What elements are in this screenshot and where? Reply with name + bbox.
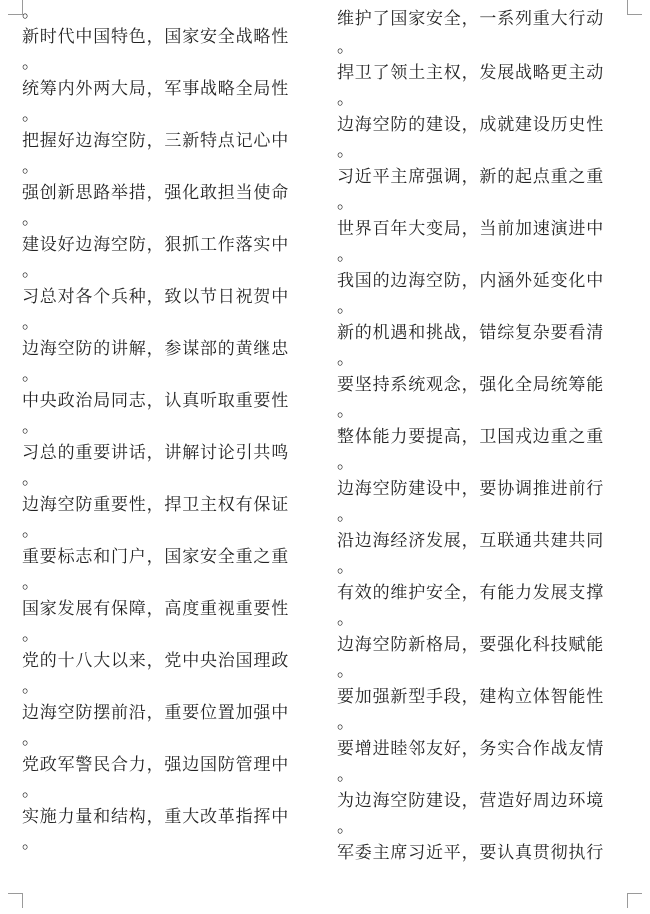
text-line: 。 xyxy=(337,505,355,525)
text-line: 为边海空防建设，营造好周边环境 xyxy=(337,791,604,811)
text-line: 。 xyxy=(22,313,40,333)
text-line: 强创新思路举措，强化敢担当使命 xyxy=(22,183,289,203)
text-line: 。 xyxy=(337,349,355,369)
text-line: 捍卫了领土主权，发展战略更主动 xyxy=(337,63,604,83)
text-line: 建设好边海空防，狠抓工作落实中 xyxy=(22,235,289,255)
text-line: 。 xyxy=(337,817,355,837)
text-line: 。 xyxy=(22,573,40,593)
text-line: 中央政治局同志，认真听取重要性 xyxy=(22,391,289,411)
text-line: 。 xyxy=(22,261,40,281)
text-line: 把握好边海空防，三新特点记心中 xyxy=(22,131,289,151)
text-line: 。 xyxy=(337,245,355,265)
text-line: 习近平主席强调，新的起点重之重 xyxy=(337,167,604,187)
left-text-column xyxy=(22,0,332,882)
text-line: 边海空防的建设，成就建设历史性 xyxy=(337,115,604,135)
crop-mark-top-left xyxy=(8,0,23,15)
text-line: 习总的重要讲话，讲解讨论引共鸣 xyxy=(22,443,289,463)
text-line: 党政军警民合力，强边国防管理中 xyxy=(22,755,289,775)
text-line: 。 xyxy=(22,625,40,645)
text-line: 。 xyxy=(337,557,355,577)
text-line: 。 xyxy=(337,401,355,421)
text-line: 。 xyxy=(22,677,40,697)
text-line: 新的机遇和挑战，错综复杂要看清 xyxy=(337,323,604,343)
text-line: 军委主席习近平，要认真贯彻执行 xyxy=(337,843,604,863)
text-line: 。 xyxy=(337,661,355,681)
crop-mark-bottom-right xyxy=(627,893,642,908)
text-line: 。 xyxy=(22,157,40,177)
text-line: 。 xyxy=(22,417,40,437)
text-line: 整体能力要提高，卫国戎边重之重 xyxy=(337,427,604,447)
text-line: 。 xyxy=(337,609,355,629)
text-line: 统筹内外两大局，军事战略全局性 xyxy=(22,79,289,99)
text-line: 边海空防的讲解，参谋部的黄继忠 xyxy=(22,339,289,359)
text-line: 。 xyxy=(22,729,40,749)
text-line: 。 xyxy=(22,53,40,73)
text-line: 。 xyxy=(337,141,355,161)
text-line: 我国的边海空防，内涵外延变化中 xyxy=(337,271,604,291)
text-line: 要加强新型手段，建构立体智能性 xyxy=(337,687,604,707)
text-line: 。 xyxy=(22,105,40,125)
crop-mark-bottom-left xyxy=(8,893,23,908)
text-line: 新时代中国特色，国家安全战略性 xyxy=(22,27,289,47)
text-line: 。 xyxy=(22,365,40,385)
text-line: 。 xyxy=(22,521,40,541)
text-line: 。 xyxy=(337,297,355,317)
text-line: 。 xyxy=(337,89,355,109)
text-line: 。 xyxy=(337,713,355,733)
text-line: 国家发展有保障，高度重视重要性 xyxy=(22,599,289,619)
text-line: 有效的维护安全，有能力发展支撑 xyxy=(337,583,604,603)
text-line: 实施力量和结构，重大改革指挥中 xyxy=(22,807,289,827)
text-line: 世界百年大变局，当前加速演进中 xyxy=(337,219,604,239)
right-text-column xyxy=(337,0,647,866)
text-line: 沿边海经济发展，互联通共建共同 xyxy=(337,531,604,551)
text-line: 。 xyxy=(22,833,40,853)
text-line: 要增进睦邻友好，务实合作战友情 xyxy=(337,739,604,759)
text-line: 党的十八大以来，党中央治国理政 xyxy=(22,651,289,671)
text-line: 。 xyxy=(22,2,40,22)
text-line: 。 xyxy=(22,209,40,229)
text-line: 边海空防摆前沿，重要位置加强中 xyxy=(22,703,289,723)
text-line: 。 xyxy=(337,37,355,57)
text-line: 重要标志和门户，国家安全重之重 xyxy=(22,547,289,567)
text-line: 。 xyxy=(337,765,355,785)
text-line: 边海空防新格局，要强化科技赋能 xyxy=(337,635,604,655)
text-line: 。 xyxy=(337,453,355,473)
text-line: 。 xyxy=(22,781,40,801)
text-line: 要坚持系统观念，强化全局统筹能 xyxy=(337,375,604,395)
text-line xyxy=(22,856,332,882)
text-line: 维护了国家安全，一系列重大行动 xyxy=(337,9,604,29)
text-line: 习总对各个兵种，致以节日祝贺中 xyxy=(22,287,289,307)
text-line: 。 xyxy=(22,469,40,489)
text-line: 。 xyxy=(337,193,355,213)
text-line: 边海空防重要性，捍卫主权有保证 xyxy=(22,495,289,515)
text-line: 边海空防建设中，要协调推进前行 xyxy=(337,479,604,499)
